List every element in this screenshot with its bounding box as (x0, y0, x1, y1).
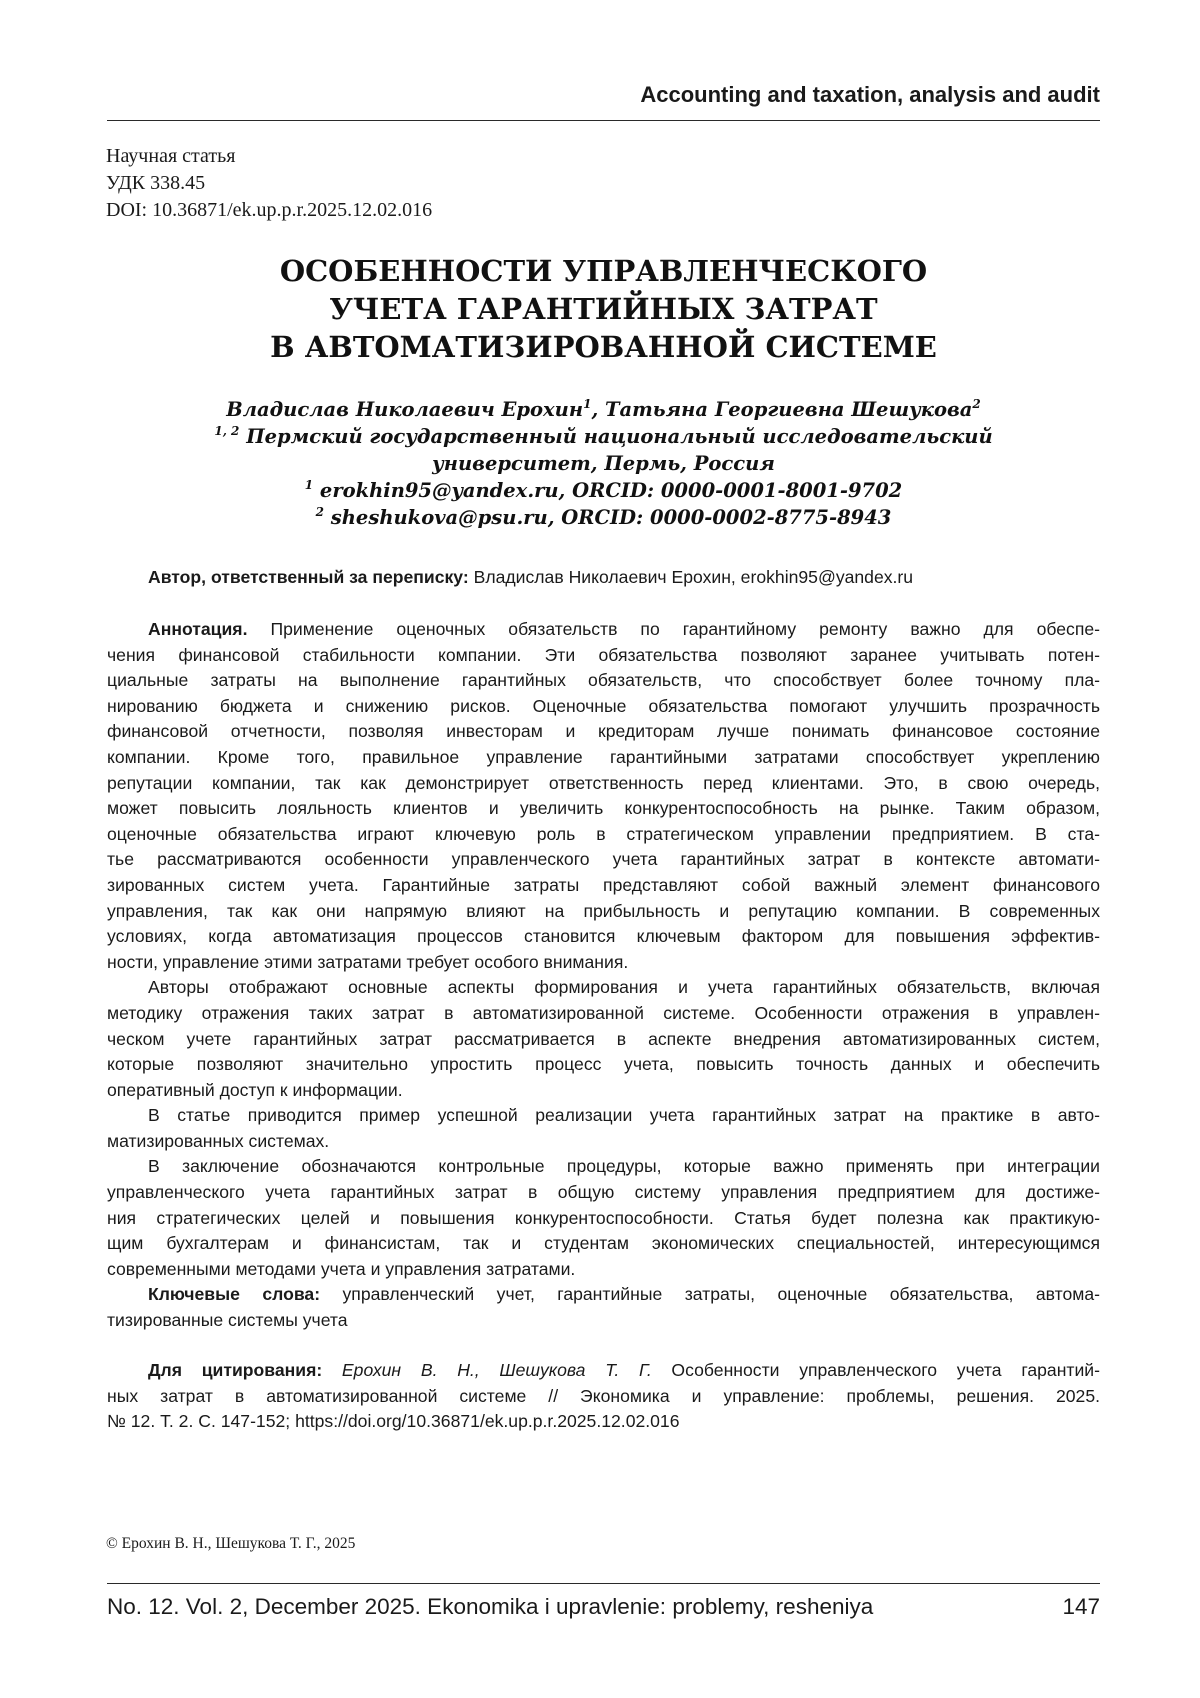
abstract (107, 617, 1100, 1334)
author-1: Владислав Николаевич Ерохин (226, 398, 584, 421)
header-rule (107, 120, 1100, 121)
abstract-line: ния стратегических целей и повышения конкурентоспособности. Статья будет полезна как практикую- (107, 1207, 1100, 1228)
issue-info: No. 12. Vol. 2, December 2025. Ekonomika i upravlenie: problemy, resheniya (107, 1594, 874, 1619)
correspondence-author (148, 565, 913, 591)
page-number: 147 (1062, 1594, 1100, 1619)
contact-2-mark: 2 (315, 505, 324, 519)
abstract-line: В заключение обозначаются контрольные процедуры, которые важно применять при интеграции (148, 1156, 1100, 1177)
keywords-line: Ключевые слова: управленческий учет, гарантийные затраты, оценочные обязательства, автома- (148, 1284, 1100, 1305)
abstract-line: методику отражения таких затрат в автоматизированной системе. Особенности отражения в управлен- (107, 1002, 1100, 1023)
abstract-line: управления, так как они напрямую влияют на прибыльность и репутацию компании. В современных (107, 900, 1100, 921)
abstract-line: финансовой отчетности, позволяя инвесторам и кредиторам лучше понимать финансовое состояние (107, 721, 1100, 742)
abstract-line: которые позволяют значительно упростить процесс учета, повысить точность данных и обеспечить (107, 1054, 1100, 1075)
abstract-line: Аннотация. Применение оценочных обязательств по гарантийному ремонту важно для обеспе- (148, 619, 1100, 639)
keywords-line: тизированные системы учета (107, 1310, 348, 1331)
abstract-line: зированных систем учета. Гарантийные затраты представляют собой важный элемент финансового (107, 874, 1100, 895)
abstract-line: может повысить лояльность клиентов и увеличить конкурентоспособность на рынке. Таким образом, (107, 798, 1100, 819)
affiliation-line-2: университет, Пермь, Россия (432, 452, 775, 475)
affiliation-line-1: Пермский государственный национальный исследовательский (246, 425, 993, 448)
abstract-line: оценочные обязательства играют ключевую роль в стратегическом управлении предприятием. В ста- (107, 823, 1100, 844)
author-2: Татьяна Георгиевна Шешукова (605, 398, 973, 421)
abstract-line: тье рассматриваются особенности управленческого учета гарантийных затрат в контексте автомати- (107, 849, 1100, 870)
citation-line: ных затрат в автоматизированной системе // Экономика и управление: проблемы, решения. 2025. (107, 1385, 1100, 1406)
author-1-mark: 1 (583, 397, 592, 411)
abstract-line: Авторы отображают основные аспекты формирования и учета гарантийных обязательств, включая (148, 977, 1100, 998)
abstract-line: современными методами учета и управления затратами. (107, 1258, 576, 1279)
abstract-line: В статье приводится пример успешной реализации учета гарантийных затрат на практике в авто- (148, 1105, 1100, 1126)
author-separator: , (591, 398, 606, 421)
author-2-mark: 2 (972, 397, 981, 411)
contact-1-text: erokhin95@yandex.ru, ORCID: 0000-0001-8001-9702 (319, 479, 903, 502)
abstract-line: условиях, когда автоматизация процессов становится ключевым фактором для повышения эффектив- (107, 926, 1100, 947)
abstract-line: ности, управление этими затратами требует особого внимания. (107, 951, 629, 972)
copyright: © Ерохин В. Н., Шешукова Т. Г., 2025 (106, 1535, 356, 1552)
abstract-line: управленческого учета гарантийных затрат в общую систему управления предприятием для достиже- (107, 1182, 1100, 1203)
abstract-line: оперативный доступ к информации. (107, 1079, 403, 1100)
abstract-line: матизированных системах. (107, 1130, 330, 1151)
citation (107, 1358, 1100, 1435)
article-title (107, 252, 1100, 366)
abstract-line: чения финансовой стабильности компании. Эти обязательства позволяют заранее учитывать потен- (107, 644, 1100, 665)
authors-block (107, 396, 1100, 531)
citation-label: Для цитирования: (148, 1360, 323, 1380)
article-meta (106, 143, 432, 224)
abstract-line: компании. Кроме того, правильное управление гарантийными затратами способствует укреплению (107, 746, 1100, 767)
citation-authors: Ерохин В. Н., Шешукова Т. Г. (322, 1360, 652, 1380)
abstract-line: репутации компании, так как демонстрирует ответственность перед клиентами. Это, в свою очередь, (107, 772, 1100, 793)
title-line: УЧЕТА ГАРАНТИЙНЫХ ЗАТРАТ (329, 292, 878, 326)
affiliation-marks: 1, 2 (214, 424, 240, 438)
title-line: В АВТОМАТИЗИРОВАННОЙ СИСТЕМЕ (270, 330, 937, 364)
citation-line[interactable]: № 12. Т. 2. С. 147-152; https://doi.org/10.36871/ek.up.p.r.2025.12.02.016 (107, 1411, 680, 1432)
article-type: Научная статья (106, 145, 236, 167)
abstract-line: ческом учете гарантийных затрат рассматривается в аспекте внедрения автоматизированных систем, (107, 1028, 1100, 1049)
correspondence-value: Владислав Николаевич Ерохин, erokhin95@yandex.ru (468, 567, 914, 587)
journal-section-header: Accounting and taxation, analysis and audit (640, 82, 1100, 107)
contact-1 (107, 477, 1100, 504)
udc-code: УДК 338.45 (106, 172, 206, 194)
abstract-line: циальные затраты на выполнение гарантийных обязательств, что способствует более точному пла- (107, 670, 1100, 691)
affiliation (107, 423, 1100, 450)
author-names (107, 396, 1100, 423)
abstract-line: нированию бюджета и снижению рисков. Оценочные обязательства помогают улучшить прозрачность (107, 695, 1100, 716)
abstract-line: щим бухгалтерам и финансистам, так и студентам экономических специальностей, интересующимся (107, 1233, 1100, 1254)
contact-2-text: sheshukova@psu.ru, ORCID: 0000-0002-8775-8943 (330, 506, 892, 529)
title-line: ОСОБЕННОСТИ УПРАВЛЕНЧЕСКОГО (279, 254, 928, 288)
abstract-label: Аннотация. (148, 619, 248, 639)
doi: DOI: 10.36871/ek.up.p.r.2025.12.02.016 (106, 199, 433, 221)
keywords-label: Ключевые слова: (148, 1284, 321, 1305)
contact-1-mark: 1 (304, 478, 314, 492)
footer-rule (107, 1583, 1100, 1584)
contact-2 (107, 504, 1100, 531)
correspondence-label: Автор, ответственный за переписку: (148, 567, 469, 587)
citation-line: Для цитирования: Ерохин В. Н., Шешукова Т. Г. Особенности управленческого учета гарантий- (148, 1360, 1100, 1380)
page-footer (107, 1594, 1100, 1620)
